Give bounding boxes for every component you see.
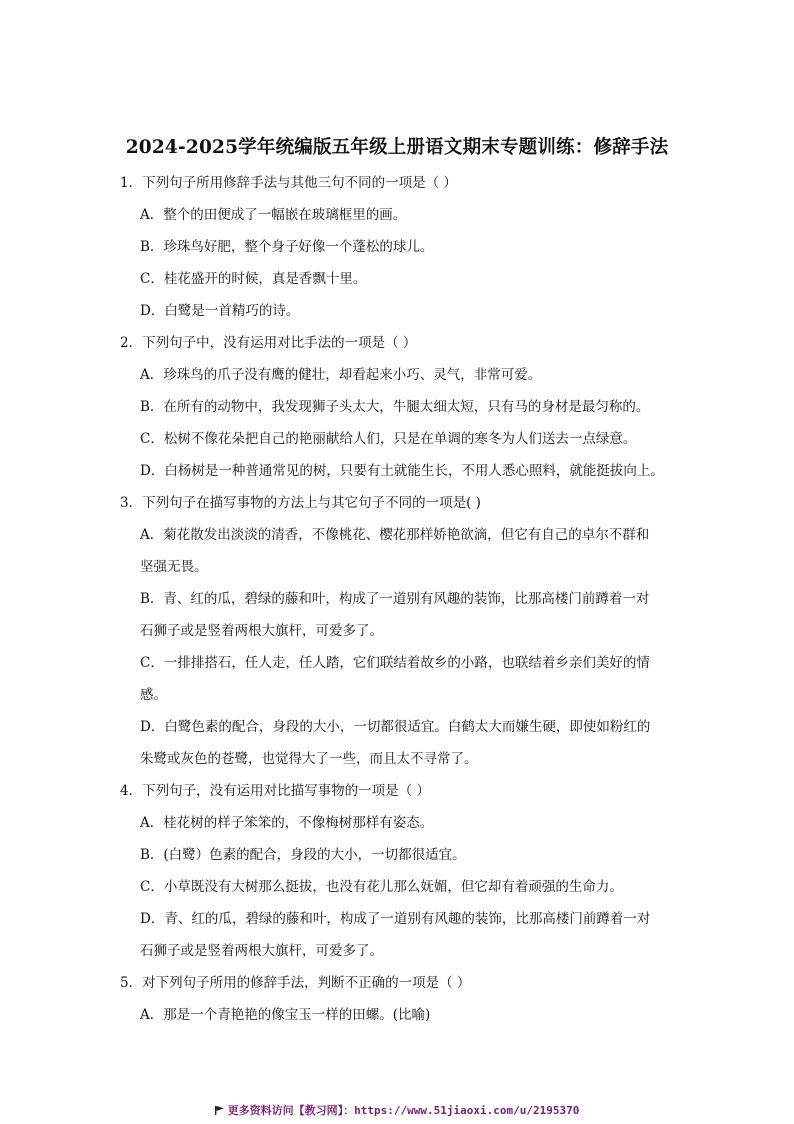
question-4-option-b: B．(白鹭）色素的配合，身段的大小，一切都很适宜。: [140, 847, 466, 863]
question-3-option-d-cont: 朱鹭或灰色的苍鹭，也觉得大了一些，而且太不寻常了。: [140, 751, 478, 767]
question-5-option-a: A．那是一个青艳艳的像宝玉一样的田螺。(比喻): [140, 1007, 431, 1023]
question-4-option-a: A．桂花树的样子笨笨的，不像梅树那样有姿态。: [140, 815, 434, 831]
question-2-option-a: A．珍珠鸟的爪子没有鹰的健壮，却看起来小巧、灵气，非常可爱。: [140, 367, 542, 383]
question-1-option-b: B．珍珠鸟好肥，整个身子好像一个蓬松的球儿。: [140, 239, 434, 255]
flag-icon: [215, 1106, 224, 1115]
question-1-option-d: D．白鹭是一首精巧的诗。: [140, 303, 300, 319]
question-4: 4．下列句子，没有运用对比描写事物的一项是（ ）: [120, 783, 430, 799]
page-title: 2024-2025学年统编版五年级上册语文期末专题训练：修辞手法: [125, 137, 669, 158]
question-3-option-b: B．青、红的瓜，碧绿的藤和叶，构成了一道别有风趣的装饰，比那高楼门前蹲着一对: [140, 591, 650, 607]
question-1-option-a: A．整个的田便成了一幅嵌在玻璃框里的画。: [140, 207, 407, 223]
footer-link[interactable]: [0, 1102, 794, 1118]
question-2: 2．下列句子中，没有运用对比手法的一项是（ ）: [120, 335, 417, 351]
question-3-option-b-cont: 石狮子或是竖着两根大旗杆，可爱多了。: [140, 623, 383, 639]
question-3-option-a: A．菊花散发出淡淡的清香，不像桃花、樱花那样娇艳欲滴，但它有自己的卓尔不群和: [140, 527, 650, 543]
question-3-option-d: D．白鹭色素的配合，身段的大小，一切都很适宜。白鹤太大而嫌生硬，即使如粉红的: [140, 719, 651, 735]
question-4-option-d: D．青、红的瓜，碧绿的藤和叶，构成了一道别有风趣的装饰，比那高楼门前蹲着一对: [140, 911, 651, 927]
question-4-option-c: C．小草既没有大树那么挺拔，也没有花儿那么妩媚，但它却有着顽强的生命力。: [140, 879, 623, 895]
question-3-option-c: C．一排排搭石，任人走，任人踏，它们联结着故乡的小路，也联结着乡亲们美好的情: [140, 655, 650, 671]
question-2-option-b: B．在所有的动物中，我发现狮子头太大，牛腿太细太短，只有马的身材是最匀称的。: [140, 399, 650, 415]
question-3: 3．下列句子在描写事物的方法上与其它句子不同的一项是( ): [120, 495, 481, 511]
question-5: 5．对下列句子所用的修辞手法，判断不正确的一项是（ ）: [120, 975, 471, 991]
question-1: 1．下列句子所用修辞手法与其他三句不同的一项是（ ）: [120, 175, 457, 191]
question-1-option-c: C．桂花盛开的时候，真是香飘十里。: [140, 271, 367, 287]
question-4-option-d-cont: 石狮子或是竖着两根大旗杆，可爱多了。: [140, 943, 383, 959]
footer-text[interactable]: 更多资料访问【教习网】：https://www.51jiaoxi.com/u/2195370: [227, 1104, 580, 1117]
question-3-option-a-cont: 坚强无畏。: [140, 559, 208, 575]
question-2-option-c: C．松树不像花朵把自己的艳丽献给人们，只是在单调的寒冬为人们送去一点绿意。: [140, 431, 637, 447]
question-2-option-d: D．白杨树是一种普通常见的树，只要有土就能生长，不用人悉心照料，就能挺拔向上。: [140, 463, 664, 479]
question-3-option-c-cont: 感。: [140, 687, 167, 703]
